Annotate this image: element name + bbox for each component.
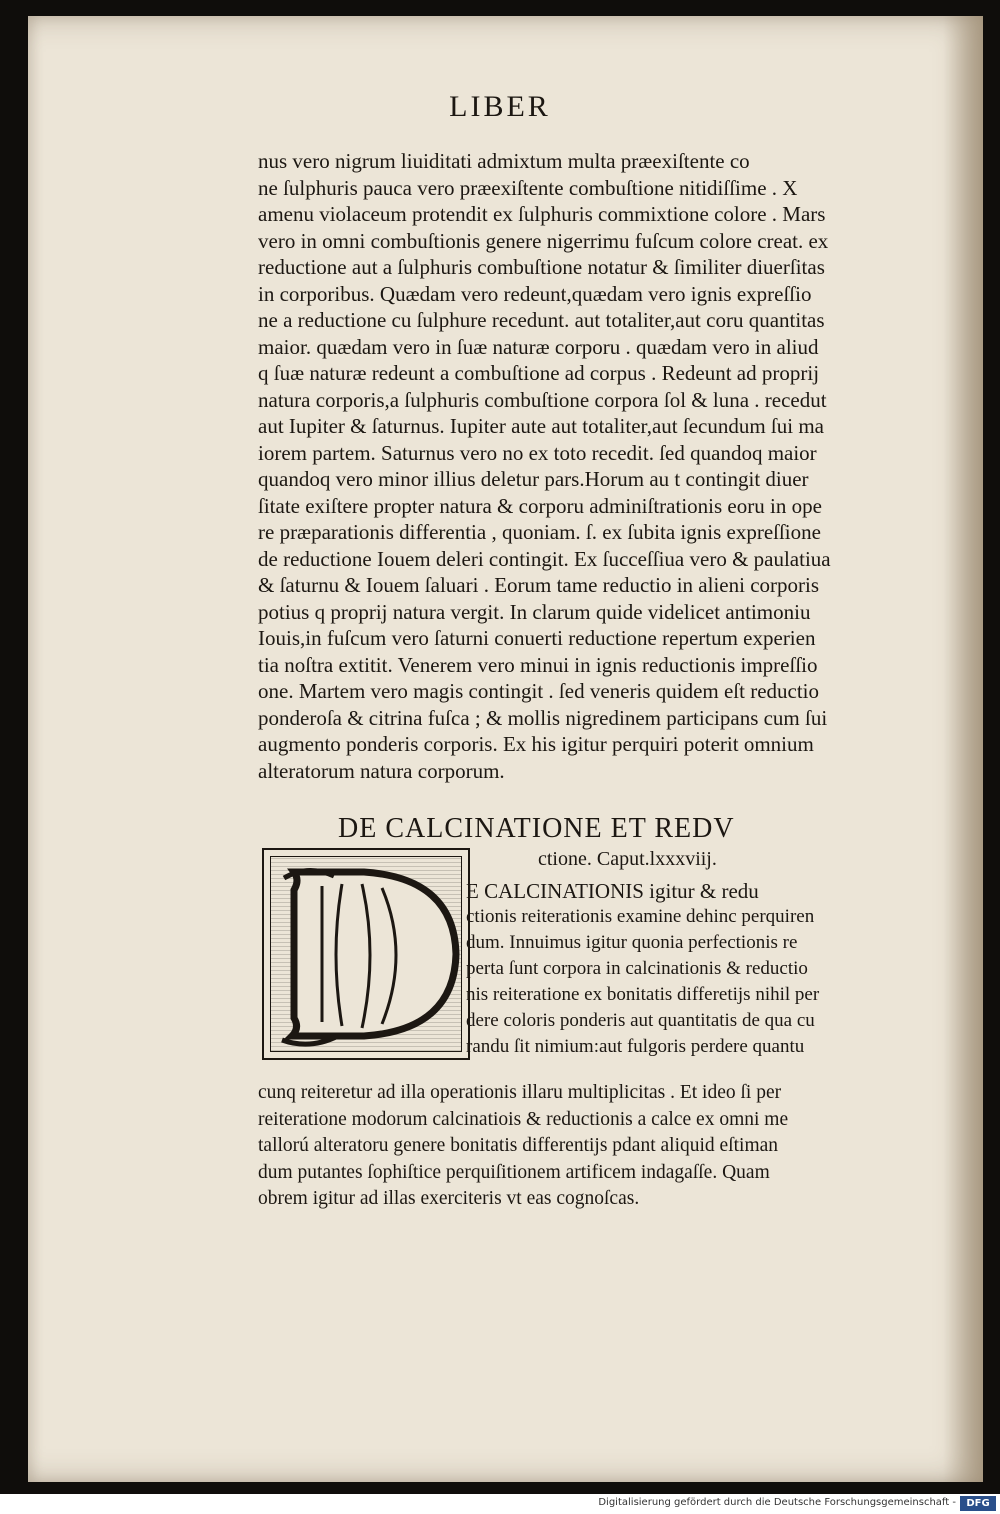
text-line: maior. quædam vero in ſuæ naturæ corporu . quædam vero in aliud xyxy=(258,334,819,359)
text-line: dum putantes ſophiſtice perquiſitionem artificem indagaſſe. Quam xyxy=(258,1161,770,1183)
running-head: LIBER xyxy=(449,90,551,123)
text-line: potius q proprij natura vergit. In clarum quide videlicet antimoniu xyxy=(258,599,811,624)
text-line: reiteratione modorum calcinatiois & reductionis a calce ex omni me xyxy=(258,1108,789,1130)
text-line: natura corporis,a ſulphuris combuſtione corpora ſol & luna . recedut xyxy=(258,387,827,412)
text-line: iorem partem. Saturnus vero no ex toto recedit. ſed quandoq maior xyxy=(258,440,817,465)
body-text xyxy=(258,148,938,784)
chapter-text-narrow xyxy=(466,878,941,1060)
chapter-number: ctione. Caput.lxxxviij. xyxy=(538,848,717,870)
page-spine-shadow xyxy=(943,16,983,1482)
text-line: ctionis reiterationis examine dehinc perquiren xyxy=(466,906,815,927)
text-line: ſitate exiſtere propter natura & corporu adminiſtrationis eoru in ope xyxy=(258,493,822,518)
text-line: tallorú alteratoru genere bonitatis differentijs pdant aliquid eſtiman xyxy=(258,1135,779,1156)
text-line: dum. Innuimus igitur quonia perfectionis re xyxy=(466,932,798,953)
text-line: perta ſunt corpora in calcinationis & reductio xyxy=(466,958,808,979)
text-line: aut Iupiter & ſaturnus. Iupiter aute aut totaliter,aut ſecundum ſui ma xyxy=(258,414,824,438)
chapter-text-wide xyxy=(258,1080,938,1213)
text-line: obrem igitur ad illas exerciteris vt eas cognoſcas. xyxy=(258,1188,640,1209)
chapter-title: DE CALCINATIONE ET REDV xyxy=(338,813,735,844)
text-line: amenu violaceum protendit ex ſulphuris commixtione colore . Mars xyxy=(258,202,826,226)
text-line: quandoq vero minor illius deletur pars.Horum au t contingit diuer xyxy=(258,467,809,491)
footer-bar xyxy=(0,1494,1000,1514)
text-line: tia noſtra extitit. Venerem vero minui in ignis reductionis impreſſio xyxy=(258,652,818,677)
text-line: de reductione Iouem deleri contingit. Ex ſucceſſiua vero & paulatiua xyxy=(258,546,831,571)
text-line: E CALCINATIONIS igitur & redu xyxy=(466,879,759,903)
text-line: in corporibus. Quædam vero redeunt,quædam vero ignis expreſſio xyxy=(258,281,812,306)
text-line: nus vero nigrum liuiditati admixtum multa præexiſtente co xyxy=(258,149,750,173)
text-line: dere coloris ponderis aut quantitatis de qua cu xyxy=(466,1010,815,1031)
initial-letter-graphic xyxy=(264,850,468,1058)
text-line: & ſaturnu & Iouem ſaluari . Eorum tame reductio in alieni corporis xyxy=(258,573,820,597)
decorated-initial xyxy=(262,848,470,1060)
text-line: re præparationis differentia , quoniam. ſ. ex ſubita ignis expreſſione xyxy=(258,520,821,544)
text-line: ne a reductione cu ſulphure recedunt. aut totaliter,aut coru quantitas xyxy=(258,308,825,332)
text-line: q ſuæ naturæ redeunt a combuſtione ad corpus . Redeunt ad proprij xyxy=(258,361,820,385)
footer-credit: Digitalisierung gefördert durch die Deutsche Forschungsgemeinschaft - xyxy=(598,1497,956,1508)
text-line: vero in omni combuſtionis genere nigerrimu fuſcum colore creat. ex xyxy=(258,228,829,253)
text-line: ne ſulphuris pauca vero præexiſtente combuſtione nitidiſſime . X xyxy=(258,175,798,200)
text-line: alteratorum natura corporum. xyxy=(258,758,505,783)
text-line: randu ſit nimium:aut fulgoris perdere quantu xyxy=(466,1036,805,1057)
dfg-logo-icon: DFG xyxy=(960,1496,996,1511)
text-line: Iouis,in fuſcum vero ſaturni conuerti reductione repertum experien xyxy=(258,626,816,650)
text-line: nis reiteratione ex bonitatis differetijs nihil per xyxy=(466,984,820,1005)
text-line: ponderoſa & citrina fuſca ; & mollis nigredinem participans cum ſui xyxy=(258,705,828,730)
text-line: augmento ponderis corporis. Ex his igitur perquiri poterit omnium xyxy=(258,732,814,756)
text-line: cunq reiteretur ad illa operationis illaru multiplicitas . Et ideo ſi per xyxy=(258,1082,782,1103)
text-line: one. Martem vero magis contingit . ſed veneris quidem eſt reductio xyxy=(258,679,820,703)
text-line: reductione aut a ſulphuris combuſtione notatur & ſimiliter diuerſitas xyxy=(258,255,825,279)
